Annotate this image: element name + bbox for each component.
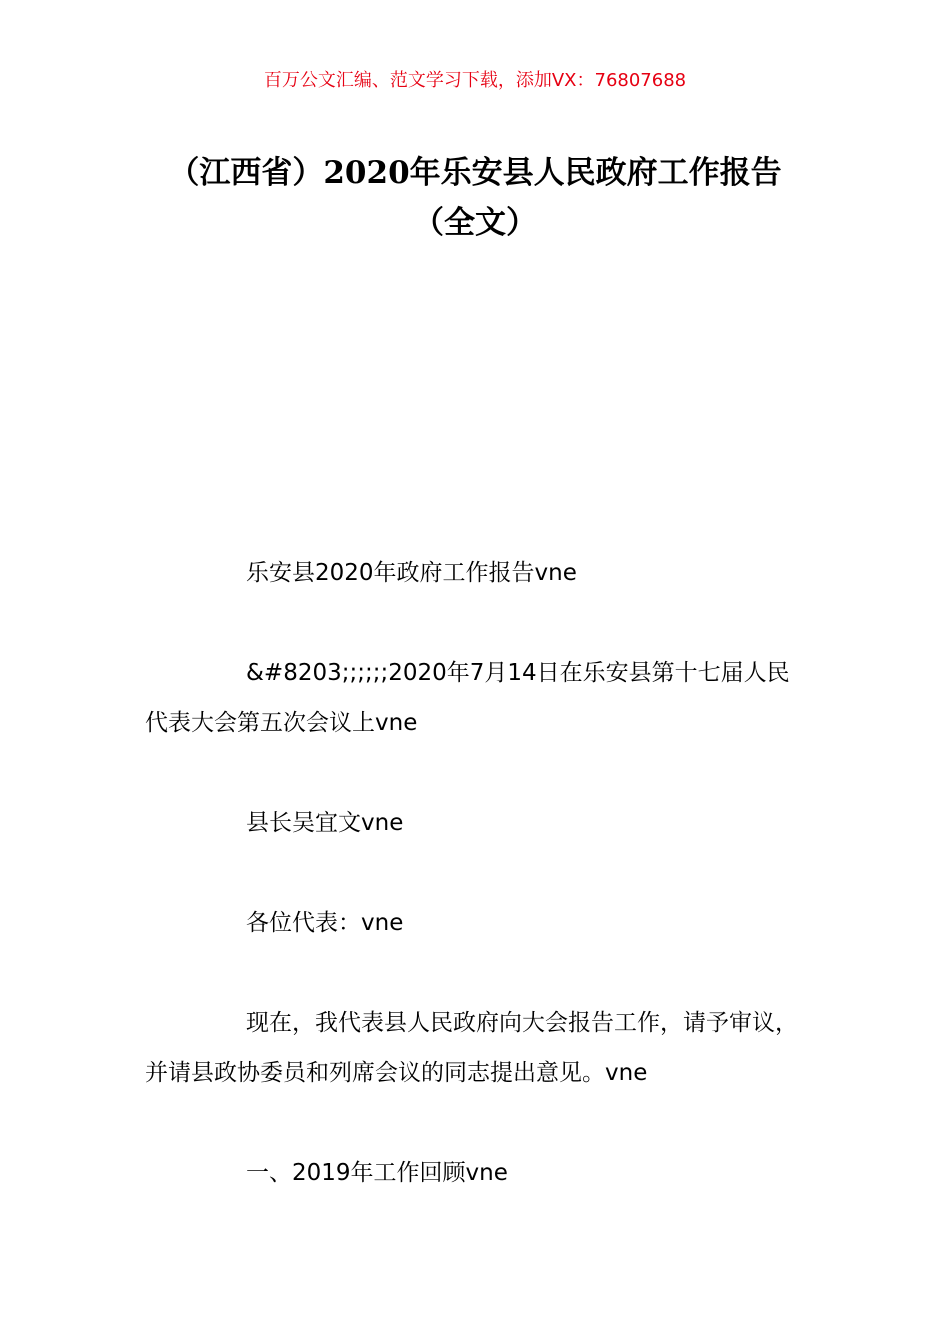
paragraph-intro: 现在，我代表县人民政府向大会报告工作，请予审议，并请县政协委员和列席会议的同志提出意见。vne (145, 1010, 798, 1086)
header-note: 百万公文汇编、范文学习下载，添加VX：76807688 (263, 70, 687, 91)
document-body (145, 548, 810, 1248)
paragraph-report-name: 乐安县2020年政府工作报告vne (246, 560, 577, 586)
paragraph-section-heading: 一、2019年工作回顾vne (246, 1160, 508, 1186)
paragraph-meeting-info: &#8203;;;;;;2020年7月14日在乐安县第十七届人民代表大会第五次会议上vne (145, 660, 790, 736)
document-title: （江西省）2020年乐安县人民政府工作报告（全文） (168, 155, 782, 241)
paragraph-salutation: 各位代表：vne (246, 910, 404, 936)
paragraph-speaker: 县长吴宜文vne (246, 810, 404, 836)
